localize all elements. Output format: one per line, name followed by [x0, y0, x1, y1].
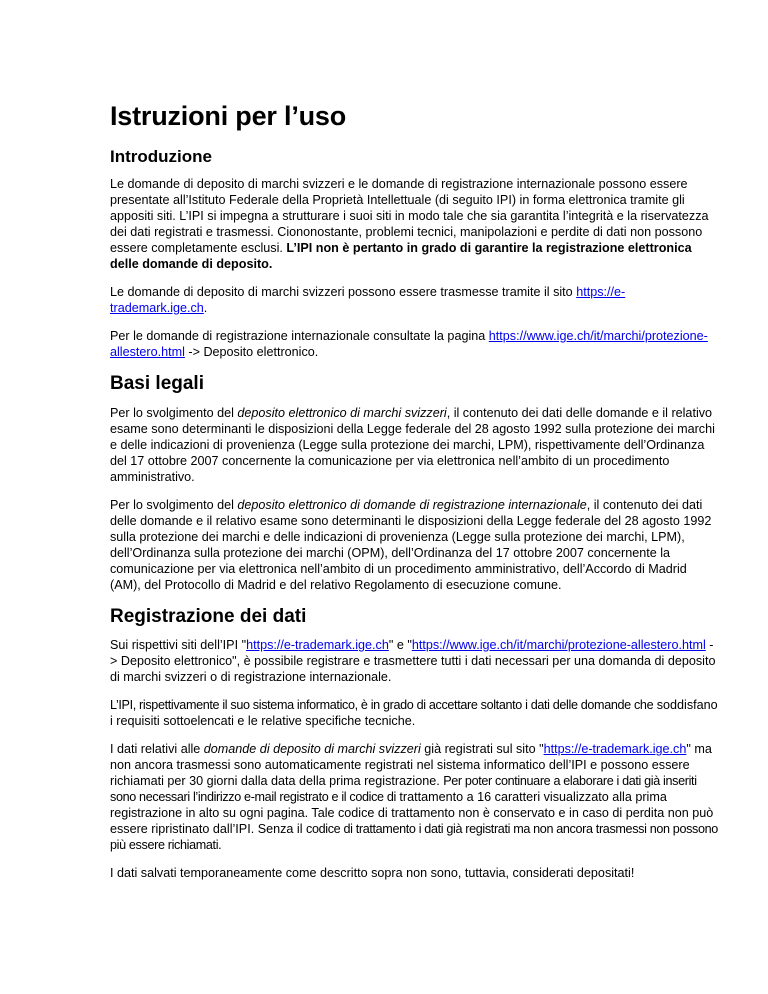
heading-registrazione-dati: Registrazione dei dati [110, 605, 307, 627]
intro-paragraph-2 [110, 284, 720, 316]
basi-paragraph-1 [110, 405, 720, 485]
reg-p1-a: Sui rispettivi siti dell’IPI " [110, 638, 247, 653]
basi-p1-a: Per lo svolgimento del [110, 405, 238, 420]
reg-p1-b: " e " [388, 638, 412, 653]
reg-p3-tight2: codice di trattamento i dati già registrati ma non ancora trasmessi non possono più essere richiamati. [110, 822, 718, 853]
reg-p3-em: domande di deposito di marchi svizzeri [203, 742, 421, 757]
heading-introduzione: Introduzione [110, 146, 212, 166]
link-e-trademark-2[interactable]: https://e-trademark.ige.ch [246, 638, 389, 653]
basi-p1-b: , il contenuto dei dati delle domande e il relativo esame sono determinanti le disposizioni della Legge federale del 28 agosto 1992 sulla protezione dei marchi e delle indicazioni di provenienza (Legge sulla protezione dei marchi, LPM), rispettivamente dell’Ordinanza del 17 ottobre 2007 concernente la comunicazione per via elettronica nell’ambito di un procedimento amministrativo. [110, 405, 715, 484]
intro-paragraph-1 [110, 176, 720, 272]
intro-p1-text: Le domande di deposito di marchi svizzeri e le domande di registrazione internazionale possono essere presentate all’Istituto Federale della Proprietà Intellettuale (di seguito IPI) in forma elettronica tramite gli appositi siti. L’IPI si impegna a strutturare i suoi siti in modo tale che sia garantita l’integrità e la riservatezza dei dati registrati e trasmessi. Ciononostante, problemi tecnici, manipolazioni e perdite di dati non possono essere completamente esclusi. [110, 176, 709, 255]
reg-p2-rest: soddisfano i requisiti sottoelencati e le relative specifiche tecniche. [110, 698, 718, 729]
reg-paragraph-4: I dati salvati temporaneamente come descritto sopra non sono, tuttavia, considerati depositati! [110, 866, 635, 881]
basi-p2-a: Per lo svolgimento del [110, 497, 238, 512]
intro-p3-text: Per le domande di registrazione internazionale consultate la pagina [110, 328, 489, 343]
intro-p1-bold: L’IPI non è pertanto in grado di garantire la registrazione elettronica delle domande di deposito. [110, 240, 692, 271]
link-e-trademark[interactable]: https://e-trademark.ige.ch [110, 284, 626, 315]
link-e-trademark-3[interactable]: https://e-trademark.ige.ch [543, 742, 687, 757]
reg-paragraph-2 [110, 697, 720, 729]
link-protezione-allestero[interactable]: https://www.ige.ch/it/marchi/protezione-allestero.html [110, 328, 708, 359]
basi-p2-em: deposito elettronico di domande di registrazione internazionale [237, 497, 587, 512]
document-content [110, 100, 720, 893]
reg-p3-c: " ma non ancora trasmessi sono automaticamente registrati nel sistema informatico dell’IPI e possono essere richiamati per 30 giorni dalla data della prima registrazione. [110, 742, 712, 789]
reg-paragraph-1 [110, 637, 720, 685]
heading-basi-legali: Basi legali [110, 372, 204, 394]
basi-paragraph-2 [110, 497, 720, 593]
reg-paragraph-3 [110, 741, 720, 853]
basi-p1-em: deposito elettronico di marchi svizzeri [237, 405, 447, 420]
reg-p3-d: trattamento a 16 caratteri visualizzato alla prima registrazione in alto su ogni pagina. Tale codice di trattamento non è conservato e in caso di perdita non può essere ripristinato dall’IPI. Senza il [110, 790, 714, 837]
reg-p3-tight: Per poter continuare a elaborare i dati già inseriti sono necessari l’indirizzo e-mail registrato e il codice di [110, 774, 697, 805]
basi-p2-b: , il contenuto dei dati delle domande e il relativo esame sono determinanti le disposizioni della Legge federale del 28 agosto 1992 sulla protezione dei marchi e delle indicazioni di provenienza (Legge sulla protezione dei marchi, LPM), dell’Ordinanza sulla protezione dei marchi (OPM), dell’Ordinanza del 17 ottobre 2007 concernente la comunicazione per via elettronica nell’ambito di un procedimento amministrativo, dell’Accordo di Madrid (AM), del Protocollo di Madrid e del relativo Regolamento di esecuzione comune. [110, 497, 712, 592]
reg-p3-b: già registrati sul sito " [420, 742, 544, 757]
intro-paragraph-3 [110, 328, 720, 360]
page-title: Istruzioni per l’uso [110, 101, 347, 131]
reg-p2-tight: L’IPI, rispettivamente il suo sistema informatico, è in grado di accettare soltanto i dati delle domande che [110, 698, 654, 713]
reg-p3-a: I dati relativi alle [110, 742, 204, 757]
intro-p2-text: Le domande di deposito di marchi svizzeri possono essere trasmesse tramite il sito [110, 284, 577, 299]
intro-p2-end: . [203, 300, 208, 315]
link-protezione-allestero-2[interactable]: https://www.ige.ch/it/marchi/protezione-allestero.html [411, 638, 706, 653]
reg-p1-c: -> Deposito elettronico", è possibile registrare e trasmettere tutti i dati necessari per una domanda di deposito di marchi svizzeri o di registrazione internazionale. [110, 638, 716, 685]
intro-p3-end: -> Deposito elettronico. [184, 344, 319, 359]
